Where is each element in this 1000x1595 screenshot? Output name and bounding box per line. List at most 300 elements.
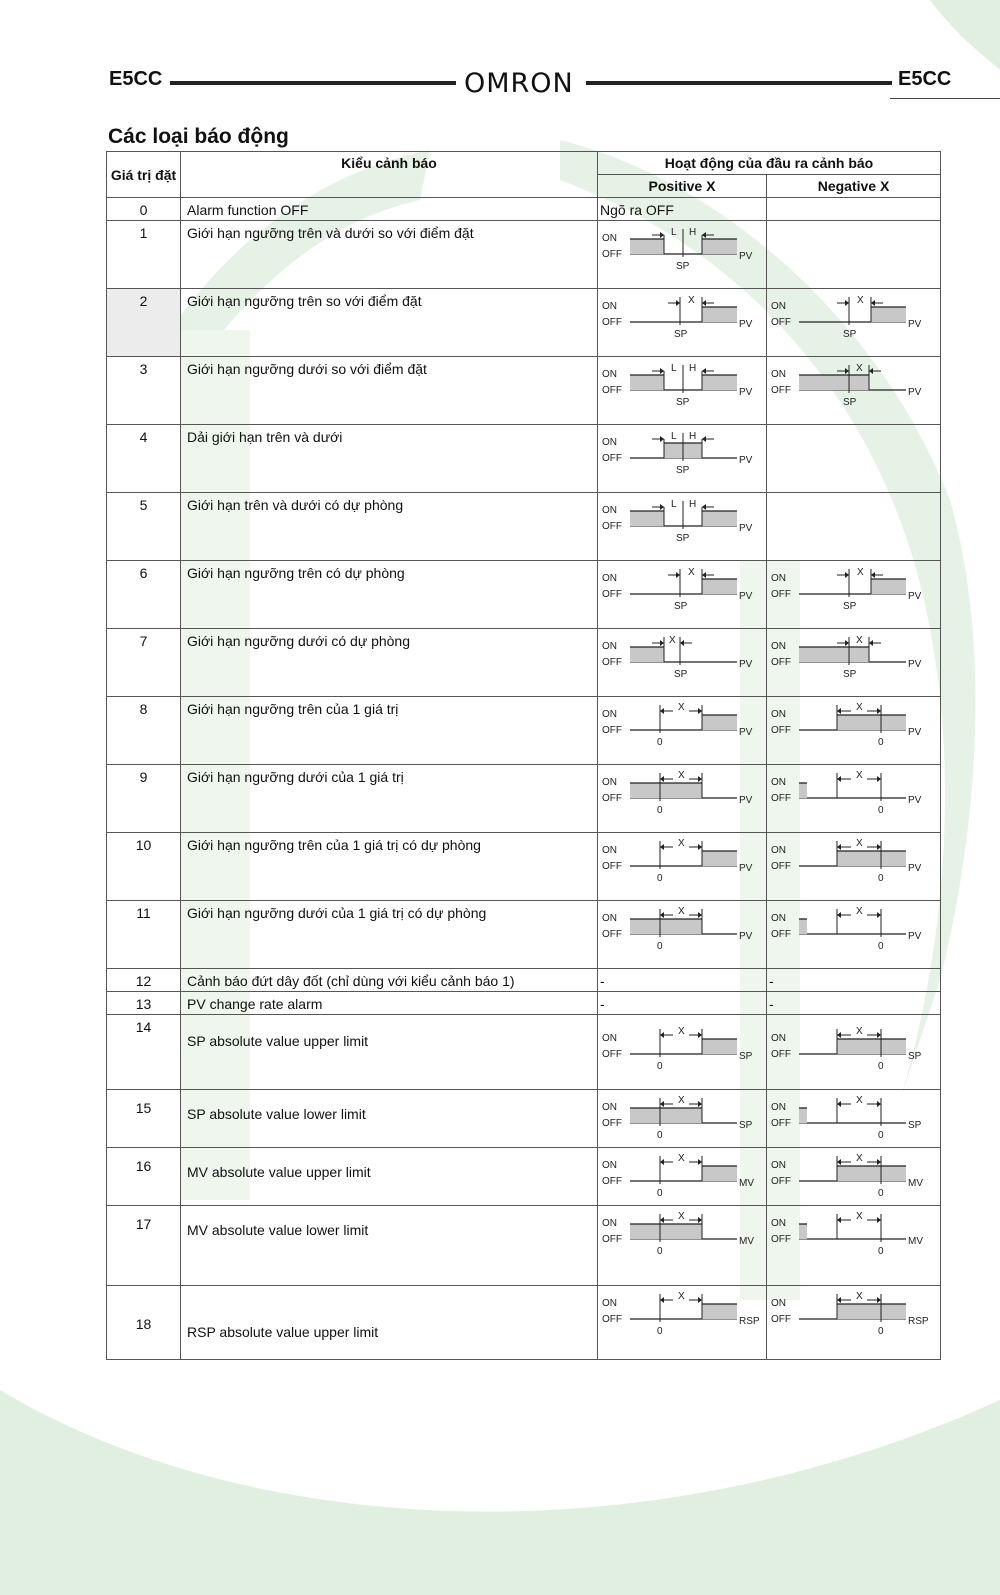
off-label: OFF: [602, 793, 622, 804]
arrow-head: [837, 776, 841, 782]
off-label: OFF: [602, 453, 622, 464]
sp-label: SP: [843, 669, 857, 680]
x-label: X: [856, 838, 863, 849]
sp-label: SP: [843, 329, 857, 340]
on-label: ON: [602, 505, 617, 516]
row-type: Alarm function OFF: [187, 202, 309, 218]
row-type: Giới hạn ngưỡng dưới của 1 giá trị: [187, 769, 404, 785]
off-label: OFF: [602, 249, 622, 260]
sp-label: SP: [676, 533, 690, 544]
output-shade: [799, 375, 869, 390]
off-label: OFF: [602, 1234, 622, 1245]
arrow-head: [871, 300, 875, 306]
alarm-diagram-negative: [771, 293, 931, 351]
sp-label: SP: [676, 397, 690, 408]
alarm-diagram-positive: [602, 769, 762, 827]
x-label: X: [856, 1211, 863, 1222]
axis-variable-label: PV: [739, 931, 753, 942]
row-type: Giới hạn ngưỡng trên của 1 giá trị có dự phòng: [187, 837, 481, 853]
axis-variable-label: SP: [908, 1051, 922, 1062]
table-row: [107, 425, 941, 493]
col-header-value: Giá trị đặt: [107, 152, 181, 198]
arrow-head: [877, 844, 881, 850]
arrow-head: [877, 708, 881, 714]
axis-variable-label: PV: [739, 591, 753, 602]
arrow-head: [869, 368, 873, 374]
off-label: OFF: [771, 1234, 791, 1245]
output-shade: [837, 1304, 906, 1319]
row-type: Giới hạn ngưỡng trên có dự phòng: [187, 565, 405, 581]
output-shade: [630, 511, 664, 526]
axis-variable-label: RSP: [739, 1316, 760, 1327]
row-value: 1: [139, 225, 148, 241]
header-rule-left: [170, 81, 456, 85]
alarm-diagram-positive: [602, 497, 762, 555]
off-label: OFF: [602, 725, 622, 736]
alarm-diagram-positive: [602, 905, 762, 963]
axis-variable-label: MV: [908, 1178, 923, 1189]
arrow-head: [660, 912, 664, 918]
off-label: OFF: [771, 317, 791, 328]
row-value: 2: [139, 293, 148, 309]
table-row: [107, 1015, 941, 1090]
output-shade: [702, 851, 737, 866]
arrow-head: [877, 1297, 881, 1303]
arrow-head: [845, 368, 849, 374]
row-value: 3: [139, 361, 148, 377]
x-label: X: [678, 1026, 685, 1037]
on-label: ON: [771, 709, 786, 720]
x-label: X: [678, 1095, 685, 1106]
axis-variable-label: PV: [739, 727, 753, 738]
brand-logo: OMRON: [464, 68, 574, 99]
off-label: OFF: [771, 657, 791, 668]
l-label: L: [671, 499, 677, 510]
output-shade: [837, 1166, 906, 1181]
alarm-diagram-negative: [771, 1094, 931, 1146]
row-type: Giới hạn ngưỡng trên so với điểm đặt: [187, 293, 422, 309]
zero-label: 0: [878, 941, 884, 952]
model-name-right: E5CC: [898, 68, 952, 90]
on-label: ON: [602, 1298, 617, 1309]
output-shade: [799, 647, 869, 662]
arrow-head: [660, 1159, 664, 1165]
zero-label: 0: [878, 1130, 884, 1141]
arrow-head: [837, 844, 841, 850]
zero-label: 0: [657, 737, 663, 748]
output-shade: [630, 919, 702, 934]
off-label: OFF: [771, 1314, 791, 1325]
col-header-positive: Positive X: [598, 175, 767, 198]
table-row: [107, 1090, 941, 1148]
zero-label: 0: [657, 1326, 663, 1337]
row-positive-text: -: [600, 973, 605, 989]
row-value: 17: [135, 1216, 152, 1232]
output-shade: [799, 1108, 807, 1123]
arrow-head: [702, 232, 706, 238]
on-label: ON: [771, 573, 786, 584]
alarm-diagram-positive: [602, 361, 762, 419]
row-value: 18: [135, 1316, 152, 1332]
output-shade: [799, 919, 807, 934]
arrow-head: [702, 300, 706, 306]
arrow-head: [660, 1101, 664, 1107]
sp-label: SP: [674, 601, 688, 612]
arrow-head: [845, 572, 849, 578]
row-negative-text: -: [769, 996, 774, 1012]
zero-label: 0: [657, 1188, 663, 1199]
on-label: ON: [602, 437, 617, 448]
output-shade: [630, 1108, 702, 1123]
arrow-head: [680, 640, 684, 646]
alarm-diagram-negative: [771, 701, 931, 759]
x-label: X: [688, 295, 695, 306]
x-label: X: [857, 567, 864, 578]
arrow-head: [871, 572, 875, 578]
arrow-head: [660, 1217, 664, 1223]
arrow-head: [877, 912, 881, 918]
table-row: [107, 221, 941, 289]
x-label: X: [678, 1291, 685, 1302]
x-label: X: [856, 702, 863, 713]
alarm-diagram-negative: [771, 1152, 931, 1204]
arrow-head: [660, 232, 664, 238]
table-header-row: [107, 152, 941, 175]
arrow-head: [676, 572, 680, 578]
sp-label: SP: [674, 669, 688, 680]
table-row: [107, 561, 941, 629]
on-label: ON: [771, 1218, 786, 1229]
arrow-head: [660, 640, 664, 646]
table-row: [107, 1286, 941, 1360]
row-value: 5: [139, 497, 148, 513]
arrow-head: [660, 1297, 664, 1303]
l-label: L: [671, 227, 677, 238]
x-label: X: [856, 363, 863, 374]
output-shade: [702, 239, 737, 254]
sp-label: SP: [843, 601, 857, 612]
row-type: Giới hạn trên và dưới có dự phòng: [187, 497, 404, 513]
on-label: ON: [602, 233, 617, 244]
alarm-diagram-positive: [602, 1025, 762, 1083]
alarm-diagram-negative: [771, 837, 931, 895]
arrow-head: [660, 504, 664, 510]
header-rule-right: [586, 81, 892, 85]
x-label: X: [856, 1291, 863, 1302]
table-row: [107, 493, 941, 561]
alarm-diagram-positive: [602, 1094, 762, 1146]
arrow-head: [877, 776, 881, 782]
alarm-diagram-negative: [771, 1210, 931, 1262]
row-type: RSP absolute value upper limit: [187, 1324, 379, 1340]
zero-label: 0: [657, 1130, 663, 1141]
row-value: 0: [139, 202, 148, 218]
row-value: 12: [135, 973, 152, 989]
off-label: OFF: [602, 657, 622, 668]
off-label: OFF: [771, 793, 791, 804]
zero-label: 0: [878, 1188, 884, 1199]
axis-variable-label: PV: [908, 659, 922, 670]
h-label: H: [689, 431, 697, 442]
row-type: Giới hạn ngưỡng dưới so với điểm đặt: [187, 361, 427, 377]
off-label: OFF: [602, 385, 622, 396]
output-shade: [799, 1224, 807, 1239]
on-label: ON: [602, 301, 617, 312]
off-label: OFF: [771, 929, 791, 940]
alarm-diagram-positive: [602, 1290, 762, 1348]
axis-variable-label: PV: [739, 659, 753, 670]
output-shade: [630, 647, 664, 662]
off-label: OFF: [771, 1118, 791, 1129]
section-title: Các loại báo động: [108, 125, 289, 148]
x-label: X: [678, 702, 685, 713]
arrow-head: [698, 1101, 702, 1107]
x-label: X: [857, 295, 864, 306]
row-type: Dải giới hạn trên và dưới: [187, 429, 343, 445]
table-row: [107, 697, 941, 765]
arrow-head: [877, 1101, 881, 1107]
arrow-head: [702, 504, 706, 510]
alarm-diagram-positive: [602, 429, 762, 487]
off-label: OFF: [771, 589, 791, 600]
arrow-head: [877, 1032, 881, 1038]
axis-variable-label: MV: [908, 1236, 923, 1247]
zero-label: 0: [878, 1326, 884, 1337]
arrow-head: [698, 1032, 702, 1038]
output-shade: [702, 375, 737, 390]
arrow-head: [869, 640, 873, 646]
off-label: OFF: [771, 725, 791, 736]
on-label: ON: [771, 913, 786, 924]
row-positive-text: -: [600, 996, 605, 1012]
x-label: X: [856, 1026, 863, 1037]
off-label: OFF: [602, 1176, 622, 1187]
on-label: ON: [602, 777, 617, 788]
alarm-diagram-negative: [771, 905, 931, 963]
row-value: 8: [139, 701, 148, 717]
zero-label: 0: [657, 1061, 663, 1072]
on-label: ON: [602, 709, 617, 720]
row-value: 10: [135, 837, 152, 853]
output-shade: [630, 1224, 702, 1239]
off-label: OFF: [771, 861, 791, 872]
off-label: OFF: [602, 861, 622, 872]
output-shade: [702, 1304, 737, 1319]
alarm-diagram-positive: [602, 293, 762, 351]
axis-variable-label: PV: [739, 387, 753, 398]
header-thin-rule: [890, 98, 1000, 99]
axis-variable-label: PV: [739, 455, 753, 466]
output-shade: [871, 307, 906, 322]
row-type: Cảnh báo đứt dây đốt (chỉ dùng với kiểu cảnh báo 1): [187, 973, 515, 989]
arrow-head: [698, 844, 702, 850]
col-header-output: Hoạt động của đầu ra cảnh báo: [598, 152, 941, 175]
sp-label: SP: [676, 465, 690, 476]
on-label: ON: [602, 1218, 617, 1229]
off-label: OFF: [771, 1049, 791, 1060]
arrow-head: [660, 368, 664, 374]
off-label: OFF: [602, 589, 622, 600]
table-row: [107, 289, 941, 357]
row-type: Giới hạn ngưỡng trên của 1 giá trị: [187, 701, 399, 717]
alarm-diagram-positive: [602, 837, 762, 895]
on-label: ON: [602, 641, 617, 652]
arrow-head: [877, 1159, 881, 1165]
axis-variable-label: SP: [739, 1051, 753, 1062]
alarm-diagram-negative: [771, 769, 931, 827]
alarm-diagram-positive: [602, 565, 762, 623]
row-type: MV absolute value lower limit: [187, 1222, 369, 1238]
off-label: OFF: [602, 929, 622, 940]
table-row: [107, 1206, 941, 1286]
arrow-head: [698, 1217, 702, 1223]
output-shade: [630, 375, 664, 390]
arrow-head: [845, 640, 849, 646]
arrow-head: [845, 300, 849, 306]
axis-variable-label: SP: [908, 1120, 922, 1131]
arrow-head: [702, 368, 706, 374]
on-label: ON: [602, 1033, 617, 1044]
row-value: 6: [139, 565, 148, 581]
on-label: ON: [771, 1298, 786, 1309]
output-shade: [702, 511, 737, 526]
on-label: ON: [602, 1102, 617, 1113]
zero-label: 0: [878, 805, 884, 816]
x-label: X: [678, 906, 685, 917]
row-value: 11: [136, 905, 151, 921]
alarm-diagram-positive: [602, 1152, 762, 1204]
output-shade: [702, 1039, 737, 1054]
off-label: OFF: [602, 1118, 622, 1129]
arrow-head: [702, 572, 706, 578]
arrow-head: [698, 1159, 702, 1165]
on-label: ON: [771, 301, 786, 312]
x-label: X: [678, 1211, 685, 1222]
axis-variable-label: MV: [739, 1236, 754, 1247]
output-shade: [702, 307, 737, 322]
alarm-diagram-negative: [771, 565, 931, 623]
axis-variable-label: PV: [908, 795, 922, 806]
row-type: Giới hạn ngưỡng trên và dưới so với điểm đặt: [187, 225, 474, 241]
arrow-head: [837, 708, 841, 714]
x-label: X: [856, 1095, 863, 1106]
sp-label: SP: [674, 329, 688, 340]
off-label: OFF: [602, 1314, 622, 1325]
arrow-head: [660, 776, 664, 782]
table-row: [107, 901, 941, 969]
row-type: PV change rate alarm: [187, 996, 323, 1012]
table-row: [107, 833, 941, 901]
x-label: X: [856, 635, 863, 646]
arrow-head: [698, 708, 702, 714]
row-type: Giới hạn ngưỡng dưới có dự phòng: [187, 633, 411, 649]
row-value: 4: [139, 429, 148, 445]
alarm-diagram-negative: [771, 361, 931, 419]
axis-variable-label: PV: [908, 727, 922, 738]
arrow-head: [837, 1217, 841, 1223]
on-label: ON: [771, 845, 786, 856]
off-label: OFF: [602, 521, 622, 532]
alarm-diagram-negative: [771, 633, 931, 691]
on-label: ON: [602, 573, 617, 584]
x-label: X: [678, 770, 685, 781]
zero-label: 0: [657, 1246, 663, 1257]
table-row: [107, 765, 941, 833]
zero-label: 0: [657, 805, 663, 816]
zero-label: 0: [878, 737, 884, 748]
on-label: ON: [602, 369, 617, 380]
output-shade: [702, 1166, 737, 1181]
on-label: ON: [602, 913, 617, 924]
x-label: X: [856, 770, 863, 781]
row-type: Giới hạn ngưỡng dưới của 1 giá trị có dự phòng: [187, 905, 487, 921]
arrow-head: [698, 776, 702, 782]
row-type: SP absolute value upper limit: [187, 1033, 369, 1049]
arrow-head: [837, 912, 841, 918]
axis-variable-label: PV: [908, 591, 922, 602]
alarm-diagram-positive: [602, 701, 762, 759]
axis-variable-label: PV: [908, 387, 922, 398]
on-label: ON: [771, 1102, 786, 1113]
zero-label: 0: [657, 873, 663, 884]
output-shade: [837, 715, 906, 730]
arrow-head: [837, 1297, 841, 1303]
output-shade: [799, 783, 807, 798]
row-type: MV absolute value upper limit: [187, 1164, 371, 1180]
row-type: SP absolute value lower limit: [187, 1106, 366, 1122]
arrow-head: [702, 436, 706, 442]
alarm-diagram-positive: [602, 225, 762, 283]
sp-label: SP: [676, 261, 690, 272]
row-value: 14: [135, 1019, 152, 1035]
zero-label: 0: [878, 1061, 884, 1072]
table-row: [107, 198, 941, 221]
col-header-type: Kiểu cảnh báo: [181, 152, 598, 198]
arrow-head: [877, 1217, 881, 1223]
on-label: ON: [771, 369, 786, 380]
table-row: [107, 357, 941, 425]
alarm-diagram-positive: [602, 1210, 762, 1262]
output-shade: [630, 239, 664, 254]
output-shade: [837, 1039, 906, 1054]
output-shade: [837, 851, 906, 866]
axis-variable-label: MV: [739, 1178, 754, 1189]
axis-variable-label: SP: [739, 1120, 753, 1131]
row-value: 16: [135, 1158, 152, 1174]
l-label: L: [671, 431, 677, 442]
axis-variable-label: PV: [739, 251, 753, 262]
axis-variable-label: RSP: [908, 1316, 929, 1327]
table-row: [107, 1148, 941, 1206]
axis-variable-label: PV: [908, 931, 922, 942]
axis-variable-label: PV: [739, 863, 753, 874]
on-label: ON: [602, 845, 617, 856]
arrow-head: [660, 436, 664, 442]
arrow-head: [676, 300, 680, 306]
off-label: OFF: [771, 385, 791, 396]
model-name-left: E5CC: [109, 68, 163, 90]
x-label: X: [678, 838, 685, 849]
row-negative-text: [767, 198, 940, 202]
row-negative-text: -: [769, 973, 774, 989]
alarm-diagram-negative: [771, 1025, 931, 1083]
row-positive-text: Ngõ ra OFF: [600, 202, 674, 218]
output-shade: [702, 715, 737, 730]
row-value: 13: [135, 996, 152, 1012]
x-label: X: [678, 1153, 685, 1164]
axis-variable-label: PV: [739, 523, 753, 534]
off-label: OFF: [602, 317, 622, 328]
